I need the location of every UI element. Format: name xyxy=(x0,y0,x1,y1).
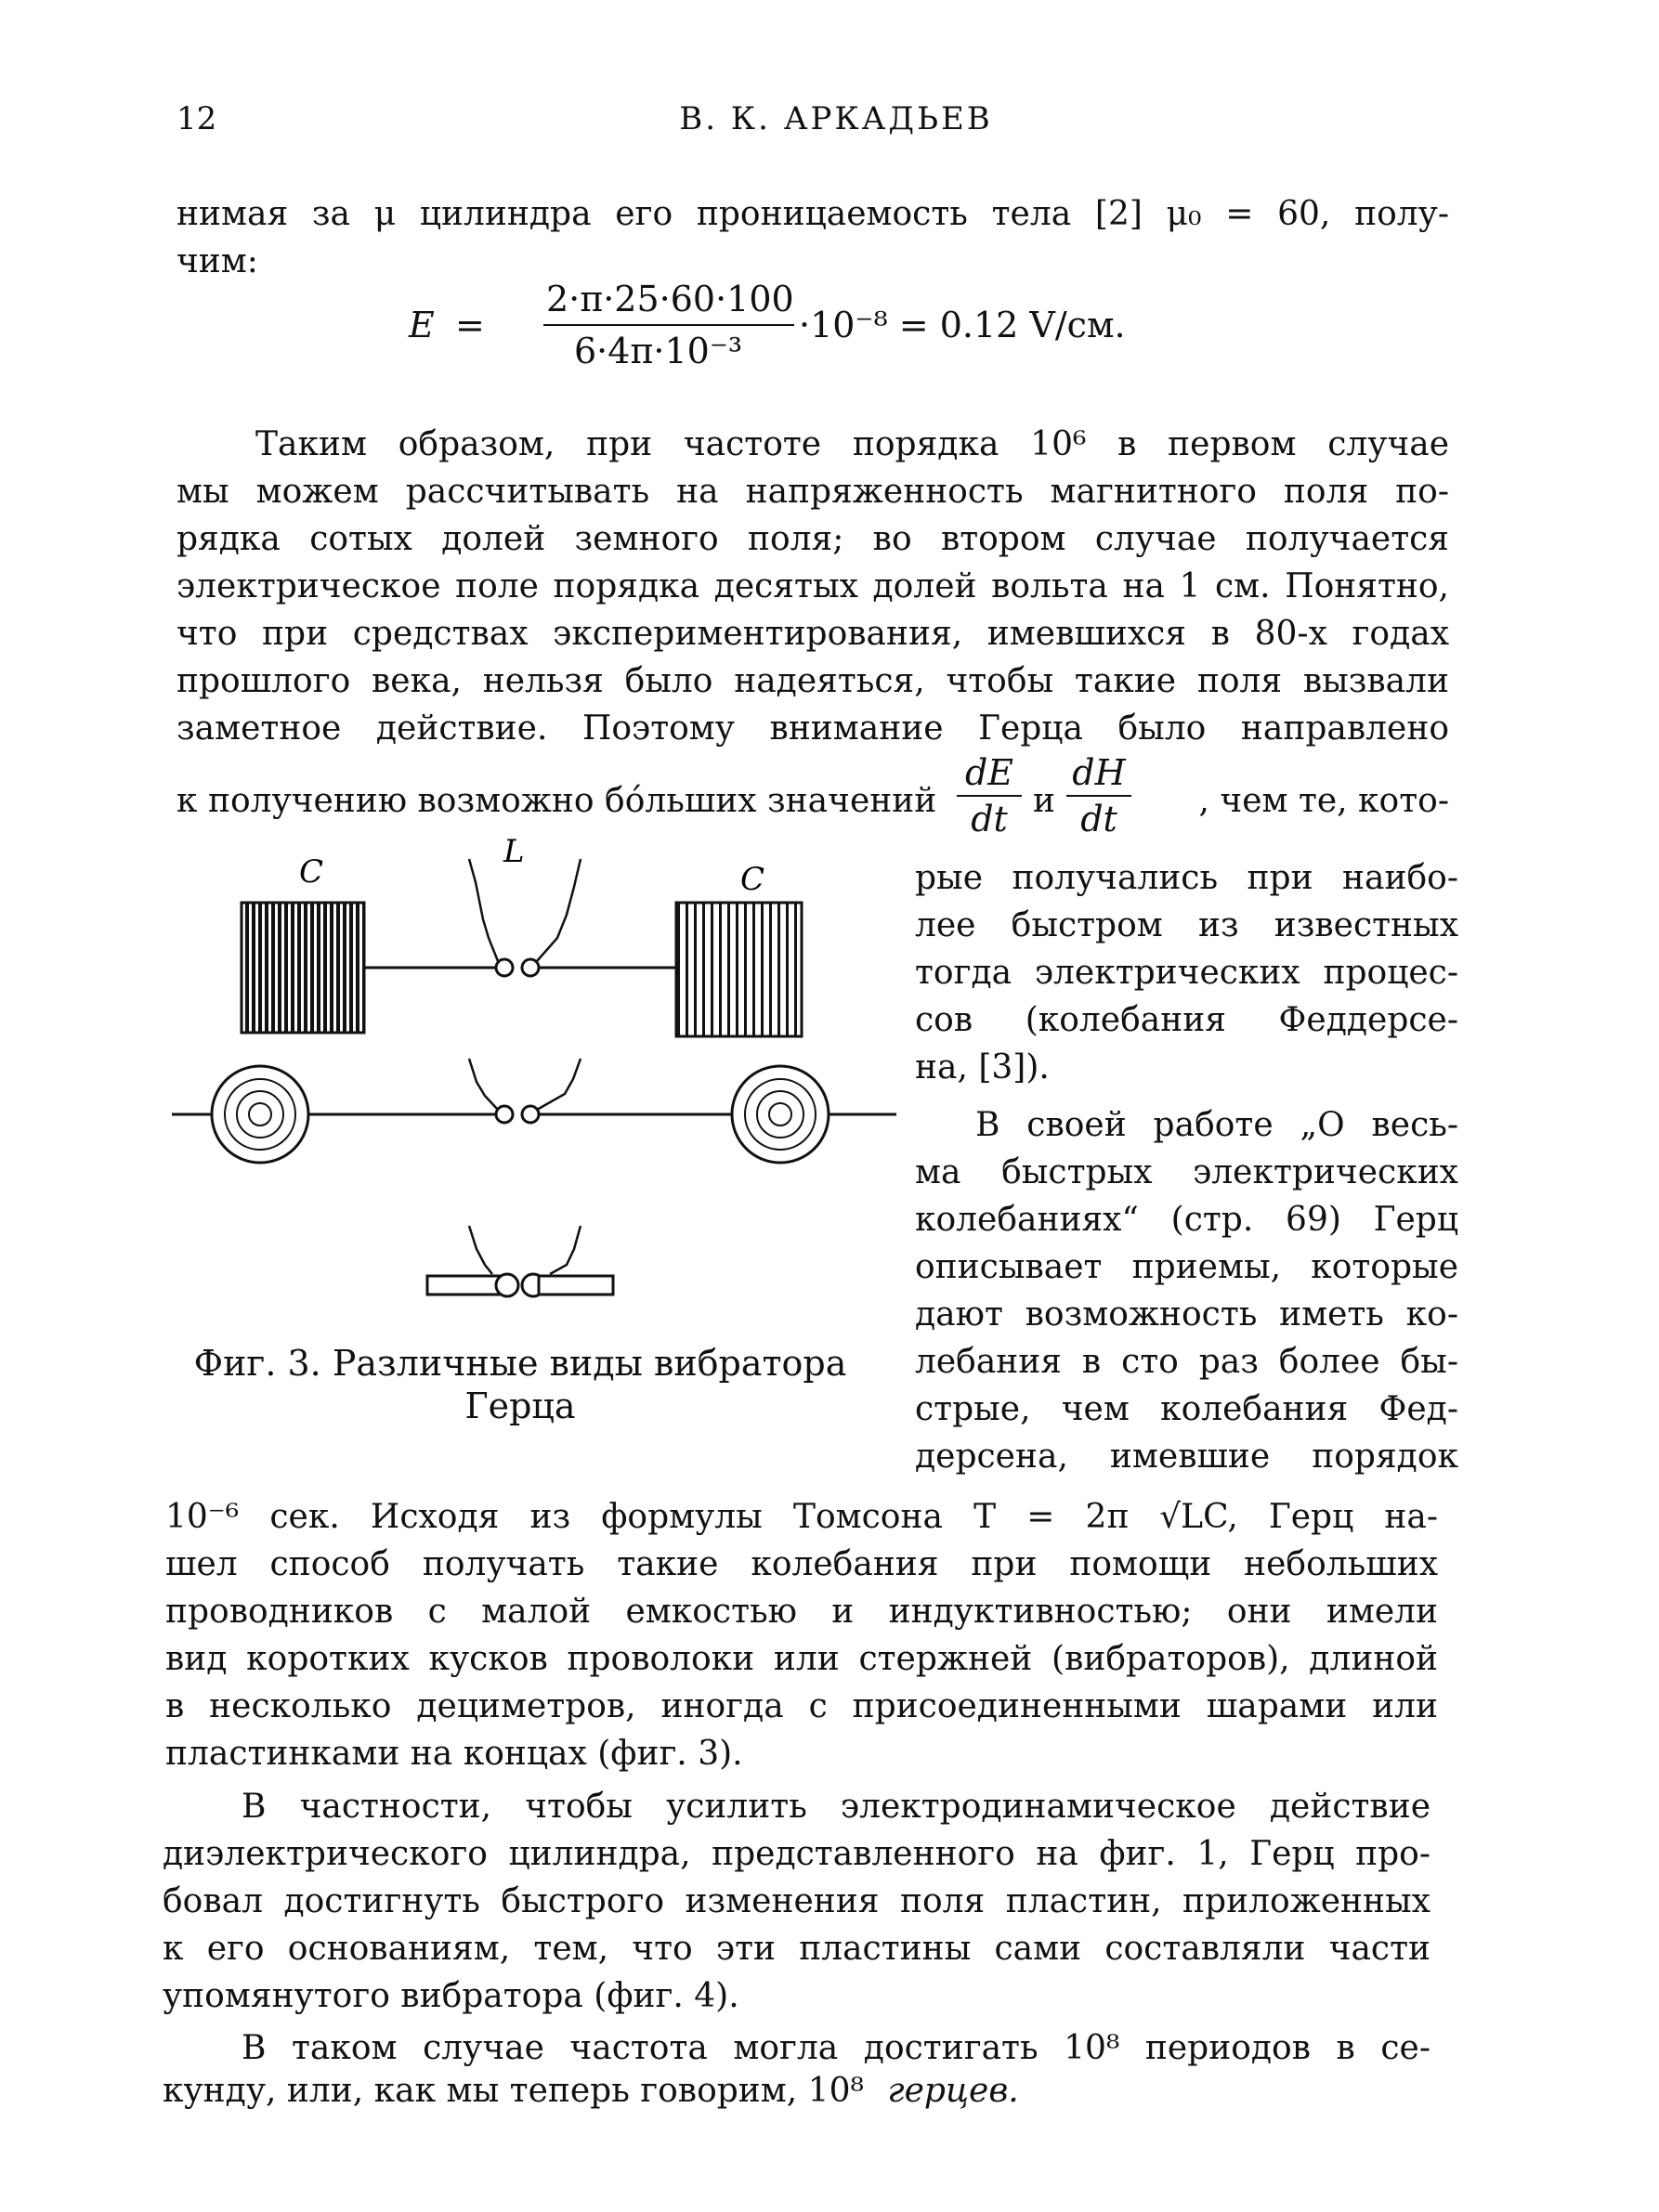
hertz-vibrator-figure xyxy=(167,826,901,1328)
column-line: лее быстром из известных xyxy=(915,906,1458,944)
para3-line: к его основаниям, тем, что эти пластины сами составляли части xyxy=(163,1930,1430,1968)
column-line: В своей работе „О весь- xyxy=(975,1106,1458,1144)
column-line: рые получались при наибо- xyxy=(915,859,1458,897)
spark-ball-left xyxy=(496,959,513,976)
para1-line8-end: , чем те, кото- xyxy=(1198,782,1449,820)
fraction-bar xyxy=(543,324,794,326)
para1-line: что при средствах экспериментирования, имевшихся в 80-х годах xyxy=(176,615,1449,653)
column-line: тогда электрических процес- xyxy=(915,954,1458,992)
column-line: лебания в сто раз более бы- xyxy=(915,1343,1458,1381)
and-word: и xyxy=(1033,782,1055,820)
para1-line: заметное действие. Поэтому внимание Герца было направлено xyxy=(176,709,1449,748)
rod-left xyxy=(427,1276,502,1295)
rod-right xyxy=(539,1276,613,1295)
intro-line-2: чим: xyxy=(176,242,258,280)
formula-eq: = xyxy=(455,305,485,345)
label-C-right: C xyxy=(740,861,765,898)
vibrator-with-spheres xyxy=(172,1059,896,1163)
sphere-left xyxy=(212,1066,308,1163)
column-line: на, [3]). xyxy=(915,1048,1050,1086)
column-line: ма быстрых электрических xyxy=(915,1153,1458,1191)
para4-line: В таком случае частота могла достигать 10⁸ периодов в се- xyxy=(242,2029,1430,2067)
formula-lhs: E xyxy=(409,305,435,345)
para2-line: в несколько дециметров, иногда с присоединенными шарами или xyxy=(165,1687,1438,1725)
plate-right xyxy=(676,903,802,1036)
para3-line: бовал достигнуть быстрого изменения поля пластин, приложенных xyxy=(163,1882,1430,1920)
para3-line: В частности, чтобы усилить электродинамическое действие xyxy=(242,1788,1430,1826)
label-L: L xyxy=(503,833,525,870)
spark-ball-right xyxy=(522,959,539,976)
sphere-right xyxy=(732,1066,829,1163)
para1-line: прошлого века, нельзя было надеяться, чтобы такие поля вызвали xyxy=(176,662,1449,700)
caption-line-1: Фиг. 3. Различные виды вибратора xyxy=(193,1343,847,1384)
para4-last-line xyxy=(163,2072,1019,2110)
caption-line-2: Герца xyxy=(464,1386,576,1426)
column-line: описывает приемы, которые xyxy=(915,1248,1458,1286)
para2-line: вид коротких кусков проволоки или стержней (вибраторов), длиной xyxy=(165,1640,1438,1678)
para3-line: диэлектрического цилиндра, представленного на фиг. 1, Герц про- xyxy=(163,1835,1430,1873)
para1-line: мы можем рассчитывать на напряженность магнитного поля по- xyxy=(176,473,1449,511)
vibrator-with-rods xyxy=(427,1226,613,1296)
vibrator-with-plates xyxy=(242,859,802,1036)
column-line: сов (колебания Феддерсе- xyxy=(915,1001,1458,1039)
para1-line: Таким образом, при частоте порядка 10⁶ в первом случае xyxy=(255,425,1449,463)
fraction-dE-dt: dE dt xyxy=(957,752,1022,839)
para2-line: проводников с малой емкостью и индуктивностью; они имели xyxy=(165,1593,1438,1631)
para4-last-line-start: кунду, или, как мы теперь говорим, 10⁸ xyxy=(163,2072,864,2110)
plate-left xyxy=(242,903,364,1033)
fraction-dH-dt: dH dt xyxy=(1066,752,1131,839)
column-line: стрые, чем колебания Фед- xyxy=(915,1390,1458,1428)
formula-denominator: 6·4π·10⁻³ xyxy=(574,331,743,371)
running-header: В. К. АРКАДЬЕВ xyxy=(679,100,993,137)
figure-caption xyxy=(167,1342,873,1427)
formula-numerator: 2·π·25·60·100 xyxy=(546,279,794,319)
intro-line-1: нимая за μ цилиндра его проницаемость тела [2] μ₀ = 60, полу- xyxy=(176,195,1449,233)
para1-line: рядка сотых долей земного поля; во втором случае получается xyxy=(176,520,1449,558)
para1-line: электрическое поле порядка десятых долей вольта на 1 см. Понятно, xyxy=(176,567,1449,605)
formula-E xyxy=(409,279,1245,381)
column-line: колебаниях“ (стр. 69) Герц xyxy=(915,1201,1458,1239)
label-C-left: C xyxy=(299,853,324,891)
para2-line: шел способ получать такие колебания при помощи небольших xyxy=(165,1545,1438,1583)
para2-line: 10⁻⁶ сек. Исходя из формулы Томсона T = 2π √LC, Герц на- xyxy=(165,1498,1438,1536)
para3-line: упомянутого вибратора (фиг. 4). xyxy=(163,1977,739,2015)
page-number: 12 xyxy=(176,100,217,137)
para2-line: пластинками на концах (фиг. 3). xyxy=(165,1735,743,1773)
formula-rest: ·10⁻⁸ = 0.12 V/см. xyxy=(799,305,1126,345)
column-line: дерсена, имевшие порядок xyxy=(915,1438,1458,1476)
hertz-term: герцев. xyxy=(887,2072,1019,2110)
column-line: дают возможность иметь ко- xyxy=(915,1295,1458,1334)
para1-line8-start: к получению возможно бо́льших значений xyxy=(176,782,937,820)
